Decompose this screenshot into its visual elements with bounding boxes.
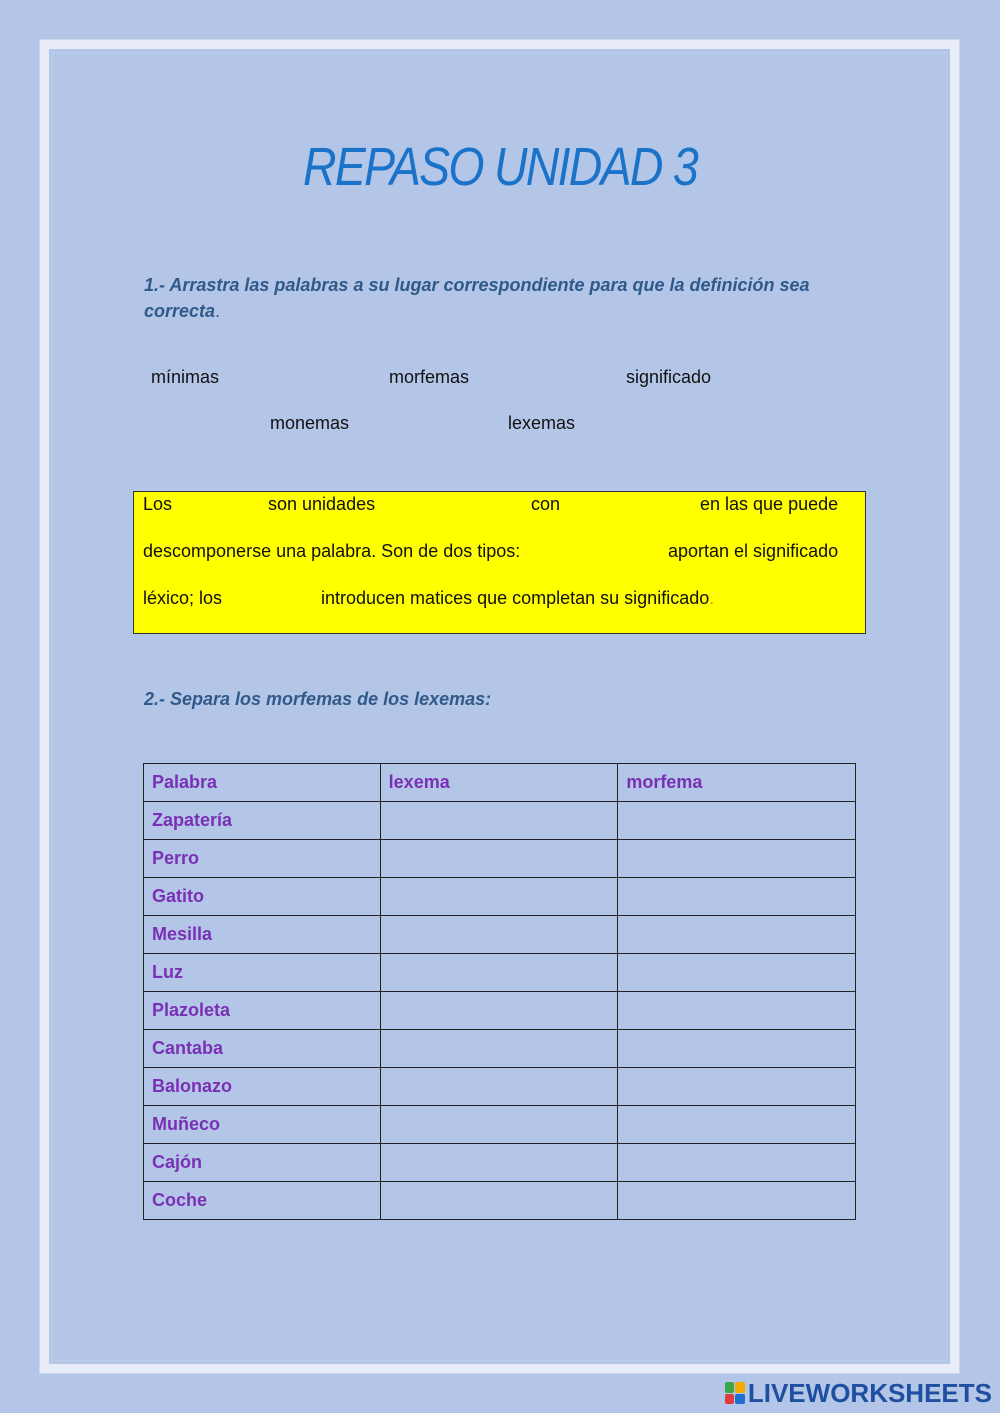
lexema-input-cell[interactable]: [380, 954, 618, 992]
lexema-input-cell[interactable]: [380, 802, 618, 840]
definition-period: .: [709, 588, 715, 608]
morfema-input-cell[interactable]: [618, 1068, 856, 1106]
drop-zone-4[interactable]: [564, 541, 664, 563]
exercise-1-instruction-text: 1.- Arrastra las palabras a su lugar correspondiente para que la definición sea correcta: [144, 275, 810, 321]
table-row: [144, 916, 856, 954]
morfema-input-cell[interactable]: [618, 840, 856, 878]
page-title: REPASO UNIDAD 3: [303, 137, 697, 197]
exercise-2-instruction: 2.- Separa los morfemas de los lexemas:: [144, 689, 492, 709]
word-cell: Mesilla: [144, 916, 381, 954]
draggable-word-monemas[interactable]: monemas: [270, 413, 350, 433]
table-row: [144, 840, 856, 878]
morfema-input-cell[interactable]: [618, 916, 856, 954]
table-row: [144, 1106, 856, 1144]
definition-text: [321, 588, 714, 609]
word-cell: Muñeco: [144, 1106, 381, 1144]
morfema-input-cell[interactable]: [618, 1182, 856, 1220]
liveworksheets-logo: [725, 1377, 992, 1409]
definition-text-end: introducen matices que completan su significado: [321, 588, 710, 608]
lexema-input-cell[interactable]: [380, 1106, 618, 1144]
morfema-input-cell[interactable]: [618, 954, 856, 992]
definition-text: Los: [143, 494, 173, 514]
table-row: [144, 1182, 856, 1220]
table-row: [144, 1068, 856, 1106]
lexema-input-cell[interactable]: [380, 1182, 618, 1220]
morfema-input-cell[interactable]: [618, 1030, 856, 1068]
morpheme-table: [143, 763, 856, 1220]
table-row: [144, 992, 856, 1030]
column-header-morfema: morfema: [618, 764, 856, 802]
lexema-input-cell[interactable]: [380, 1144, 618, 1182]
definition-box: [133, 491, 866, 634]
drop-zone-1[interactable]: [178, 494, 266, 516]
liveworksheets-logo-icon: [725, 1382, 745, 1404]
brand-name: LIVEWORKSHEETS: [747, 1377, 992, 1408]
word-cell: Zapatería: [144, 802, 381, 840]
morfema-input-cell[interactable]: [618, 1106, 856, 1144]
drop-zone-3[interactable]: [571, 494, 696, 516]
word-cell: Plazoleta: [144, 992, 381, 1030]
definition-text: son unidades: [268, 494, 376, 514]
definition-text: aportan el significado: [668, 541, 839, 561]
word-cell: Balonazo: [144, 1068, 381, 1106]
lexema-input-cell[interactable]: [380, 916, 618, 954]
morfema-input-cell[interactable]: [618, 1144, 856, 1182]
morfema-input-cell[interactable]: [618, 802, 856, 840]
table-row: [144, 802, 856, 840]
table-header-row: [144, 764, 856, 802]
lexema-input-cell[interactable]: [380, 992, 618, 1030]
column-header-palabra: Palabra: [144, 764, 381, 802]
word-cell: Perro: [144, 840, 381, 878]
draggable-word-morfemas[interactable]: morfemas: [389, 367, 470, 387]
table-row: [144, 1030, 856, 1068]
exercise-1-instruction: [144, 272, 864, 324]
draggable-word-significado[interactable]: significado: [626, 367, 712, 387]
word-cell: Coche: [144, 1182, 381, 1220]
definition-text: léxico; los: [143, 588, 223, 608]
draggable-word-minimas[interactable]: mínimas: [151, 367, 220, 387]
draggable-word-lexemas[interactable]: lexemas: [508, 413, 576, 433]
morfema-input-cell[interactable]: [618, 878, 856, 916]
definition-text: con: [531, 494, 561, 514]
word-cell: Gatito: [144, 878, 381, 916]
definition-text: en las que puede: [700, 494, 839, 514]
exercise-1-instruction-period: .: [215, 301, 221, 321]
definition-text: descomponerse una palabra. Son de dos tipos:: [143, 541, 521, 561]
word-cell: Cantaba: [144, 1030, 381, 1068]
word-cell: Luz: [144, 954, 381, 992]
lexema-input-cell[interactable]: [380, 840, 618, 878]
lexema-input-cell[interactable]: [380, 1030, 618, 1068]
table-row: [144, 878, 856, 916]
column-header-lexema: lexema: [380, 764, 618, 802]
table-row: [144, 954, 856, 992]
lexema-input-cell[interactable]: [380, 878, 618, 916]
morfema-input-cell[interactable]: [618, 992, 856, 1030]
drop-zone-2[interactable]: [394, 494, 524, 516]
lexema-input-cell[interactable]: [380, 1068, 618, 1106]
drop-zone-5[interactable]: [238, 588, 318, 610]
word-cell: Cajón: [144, 1144, 381, 1182]
table-row: [144, 1144, 856, 1182]
